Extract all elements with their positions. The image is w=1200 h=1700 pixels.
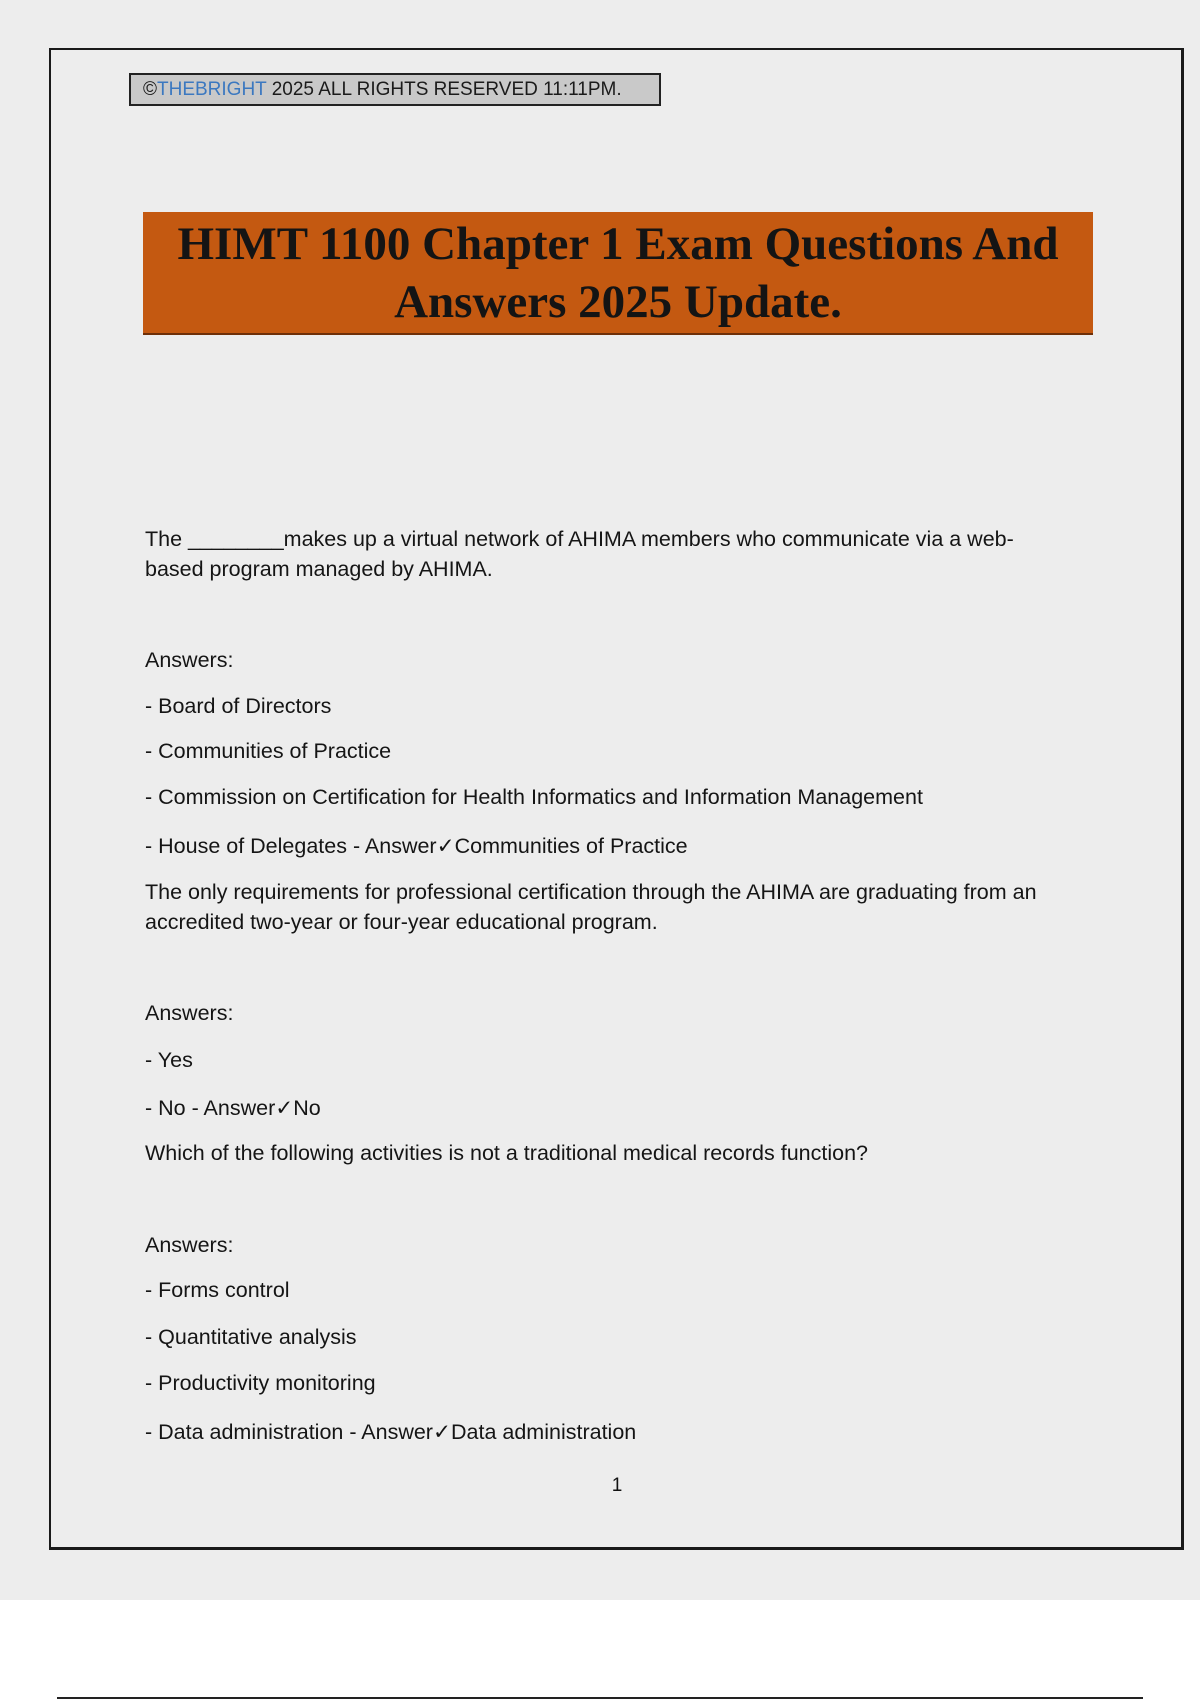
title-line-2: Answers 2025 Update. [394,275,842,328]
title-banner [143,212,1093,335]
question-3-option-1: - Forms control [145,1278,290,1302]
question-2-prompt-line-1: The only requirements for professional certification through the AHIMA are graduating from an [145,880,1037,904]
check-mark-icon: ✓ [275,1096,294,1121]
question-1-answer: Communities of Practice [454,834,688,858]
question-1-prompt-line-2: based program managed by AHIMA. [145,557,493,581]
check-mark-icon: ✓ [432,1420,451,1445]
document-title [168,215,1069,331]
question-2-last-option: - No - Answer [145,1096,276,1120]
question-3-answer: Data administration [451,1420,637,1444]
page-number: 1 [611,1475,623,1496]
question-1-option-4 [145,831,688,862]
question-3-option-2: - Quantitative analysis [145,1325,357,1349]
copyright-text: 2025 ALL RIGHTS RESERVED 11:11PM. [266,79,622,100]
question-2-answers-label: Answers: [145,1001,234,1025]
check-mark-icon: ✓ [436,834,455,859]
copyright-symbol: © [143,79,157,100]
question-3-answers-label: Answers: [145,1233,234,1257]
question-2-answer: No [293,1096,321,1120]
question-1-option-2: - Communities of Practice [145,739,392,763]
question-3-last-option: - Data administration - Answer [145,1420,433,1444]
question-2-option-1: - Yes [145,1048,193,1072]
question-1-last-option: - House of Delegates - Answer [145,834,437,858]
question-1-prompt-line-1: The ________makes up a virtual network of AHIMA members who communicate via a web- [145,527,1014,551]
question-1-option-3: - Commission on Certification for Health Informatics and Information Management [145,785,923,809]
question-1-option-1: - Board of Directors [145,694,332,718]
question-2-option-2 [145,1093,321,1124]
next-page-divider [57,1697,1143,1699]
question-3-prompt-line-1: Which of the following activities is not a traditional medical records function? [145,1141,868,1165]
copyright-brand: THEBRIGHT [157,79,267,100]
question-3-option-4 [145,1417,636,1448]
question-2-prompt-line-2: accredited two-year or four-year educational program. [145,910,658,934]
question-3-option-3: - Productivity monitoring [145,1371,376,1395]
title-line-1: HIMT 1100 Chapter 1 Exam Questions And [177,217,1059,270]
copyright-notice [129,73,661,106]
question-1-answers-label: Answers: [145,648,234,672]
